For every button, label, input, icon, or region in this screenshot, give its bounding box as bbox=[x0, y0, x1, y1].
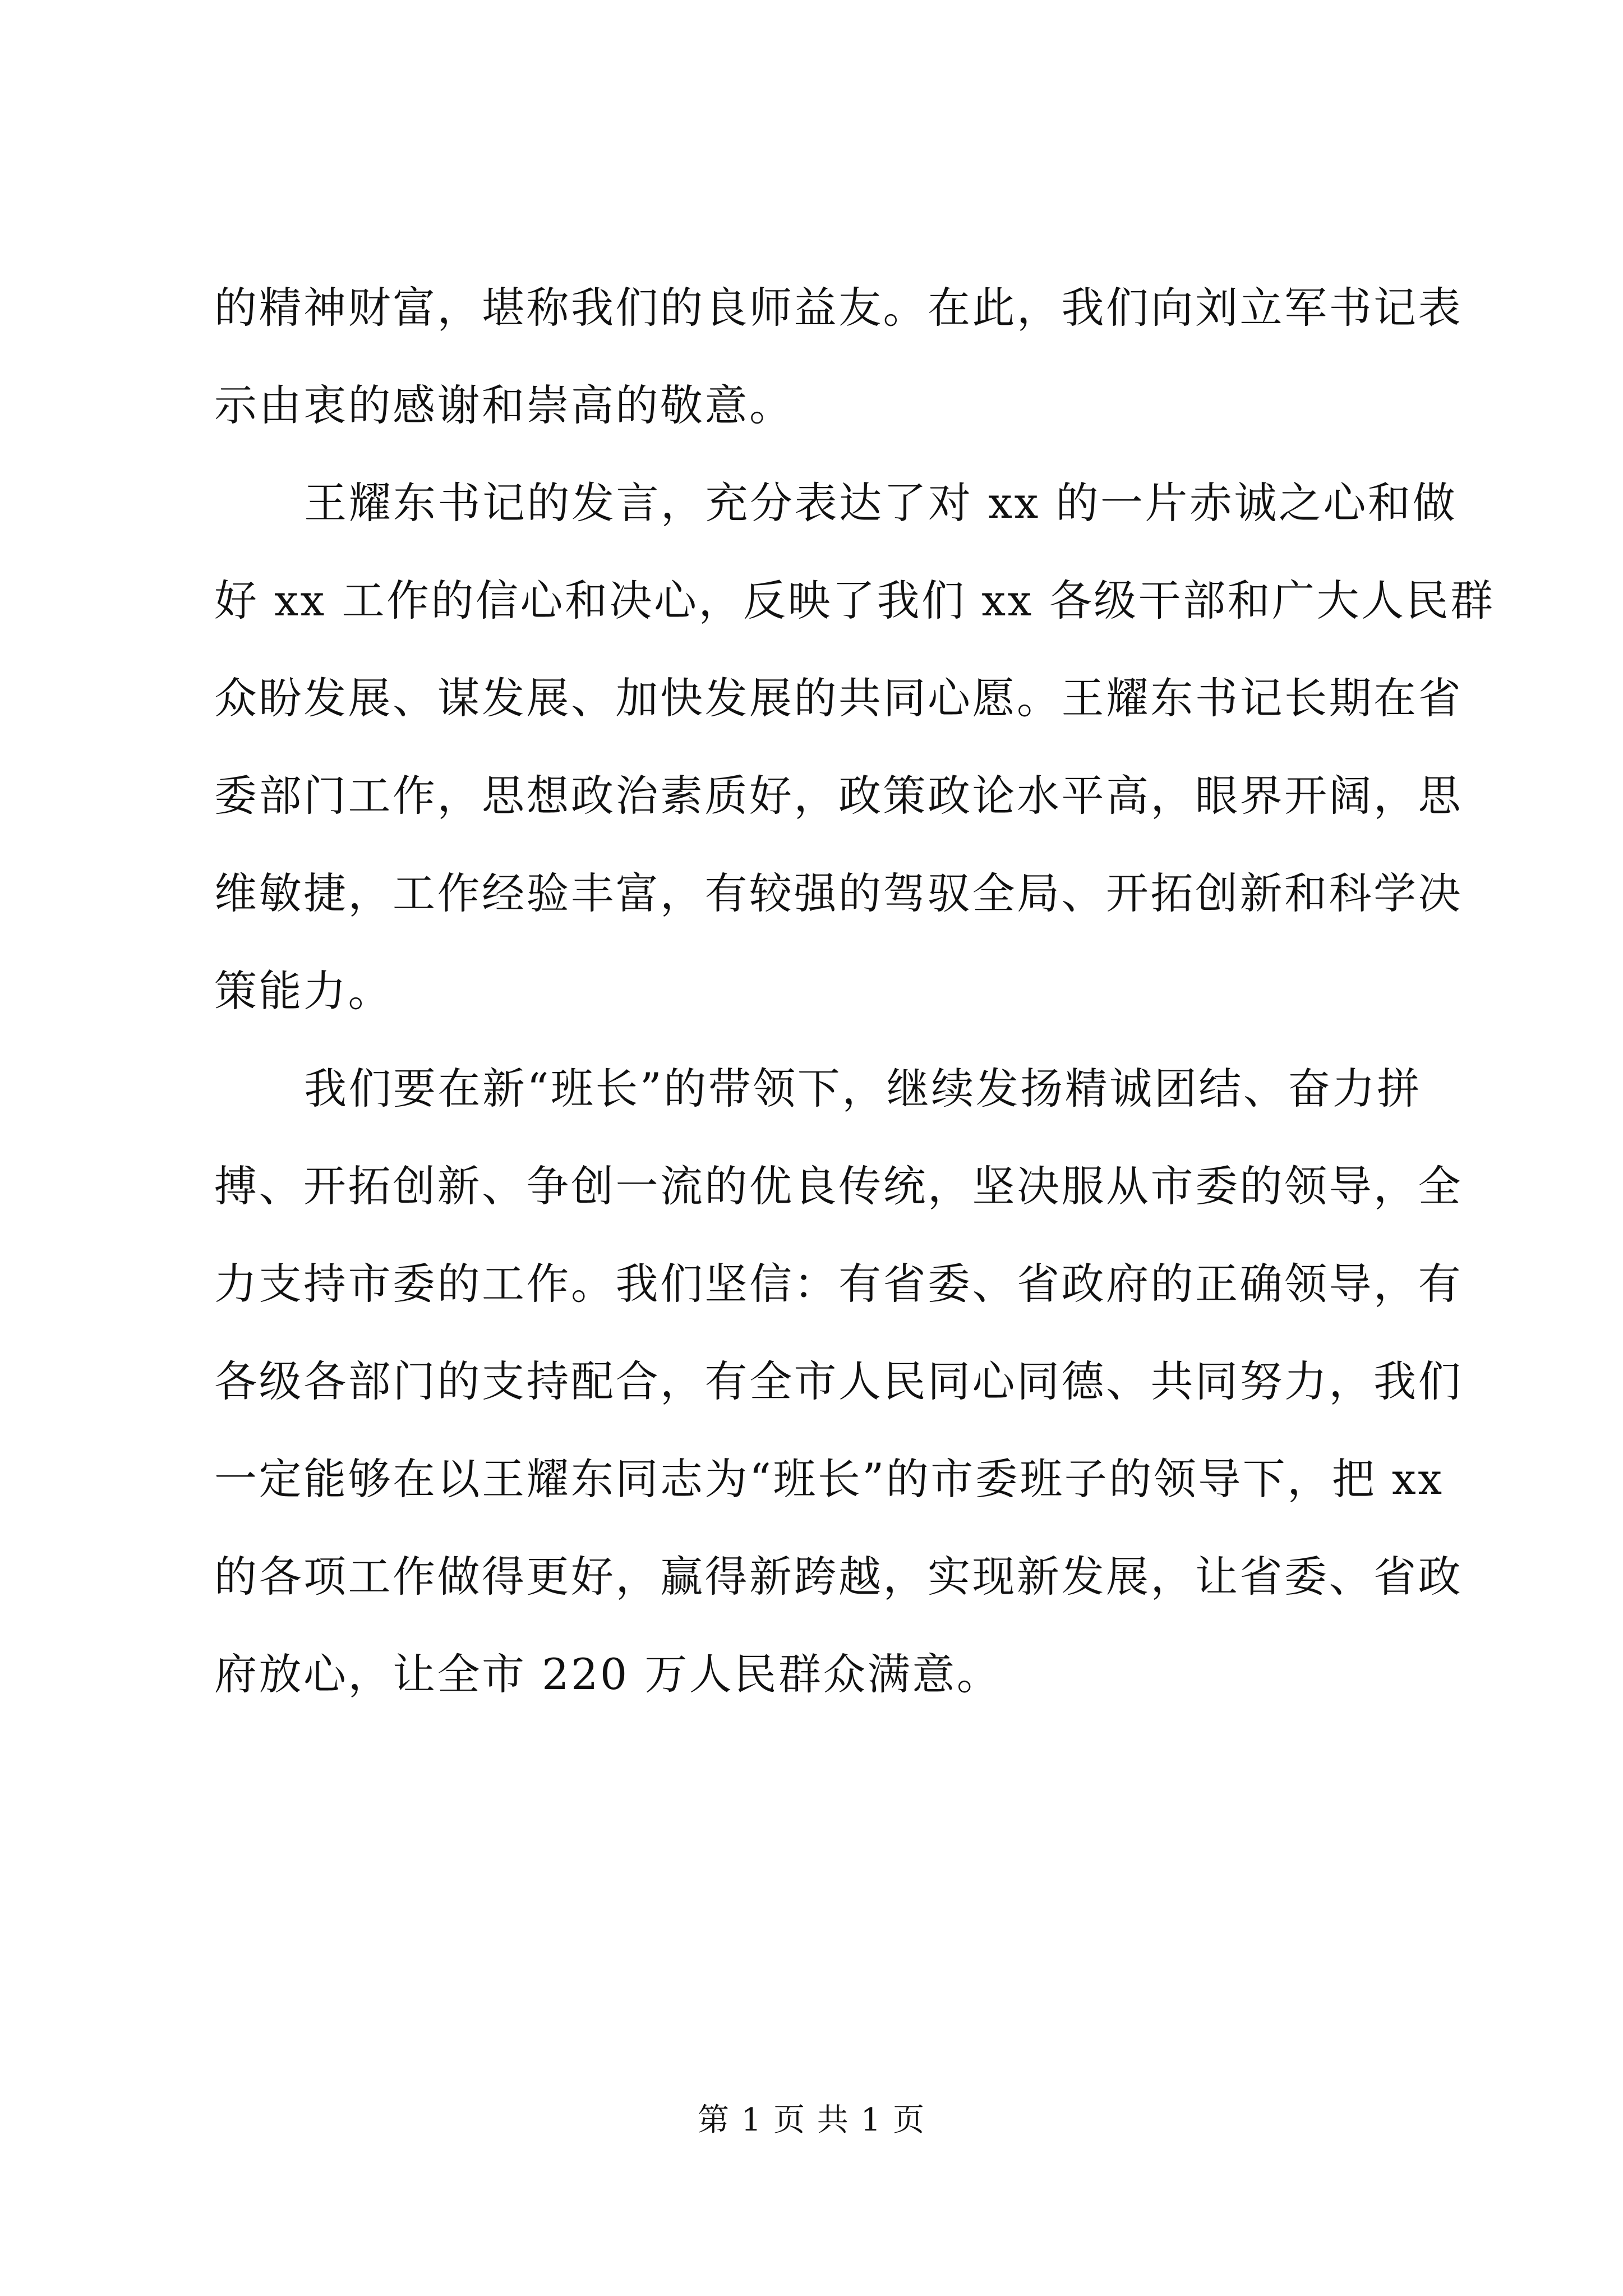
text-line: 力支持市委的工作。我们坚信：有省委、省政府的正确领导，有 bbox=[214, 1259, 1463, 1309]
text-line: 策能力。 bbox=[214, 966, 393, 1016]
text-line: 搏、开拓创新、争创一流的优良传统，坚决服从市委的领导，全 bbox=[214, 1161, 1463, 1211]
paragraph-start-line: 王耀东书记的发言，充分表达了对 xx 的一片赤诚之心和做 bbox=[304, 478, 1458, 528]
text-line: 维敏捷，工作经验丰富，有较强的驾驭全局、开拓创新和科学决 bbox=[214, 868, 1463, 918]
text-line: 好 xx 工作的信心和决心，反映了我们 xx 各级干部和广大人民群 bbox=[214, 576, 1495, 625]
text-line: 的各项工作做得更好，赢得新跨越，实现新发展，让省委、省政 bbox=[214, 1552, 1463, 1602]
paragraph-start-line: 我们要在新“班长”的带领下，继续发扬精诚团结、奋力拼 bbox=[304, 1064, 1422, 1114]
page-footer: 第 1 页 共 1 页 bbox=[697, 2102, 926, 2138]
text-line: 示由衷的感谢和崇高的敬意。 bbox=[214, 380, 794, 430]
text-line: 府放心，让全市 220 万人民群众满意。 bbox=[214, 1649, 1002, 1699]
document-body bbox=[214, 259, 1495, 1723]
text-line: 委部门工作，思想政治素质好，政策政论水平高，眼界开阔，思 bbox=[214, 771, 1463, 821]
text-line: 众盼发展、谋发展、加快发展的共同心愿。王耀东书记长期在省 bbox=[214, 673, 1463, 723]
text-line: 一定能够在以王耀东同志为“班长”的市委班子的领导下，把 xx bbox=[214, 1454, 1444, 1504]
text-line: 各级各部门的支持配合，有全市人民同心同德、共同努力，我们 bbox=[214, 1356, 1463, 1406]
text-line: 的精神财富，堪称我们的良师益友。在此，我们向刘立军书记表 bbox=[214, 283, 1463, 333]
